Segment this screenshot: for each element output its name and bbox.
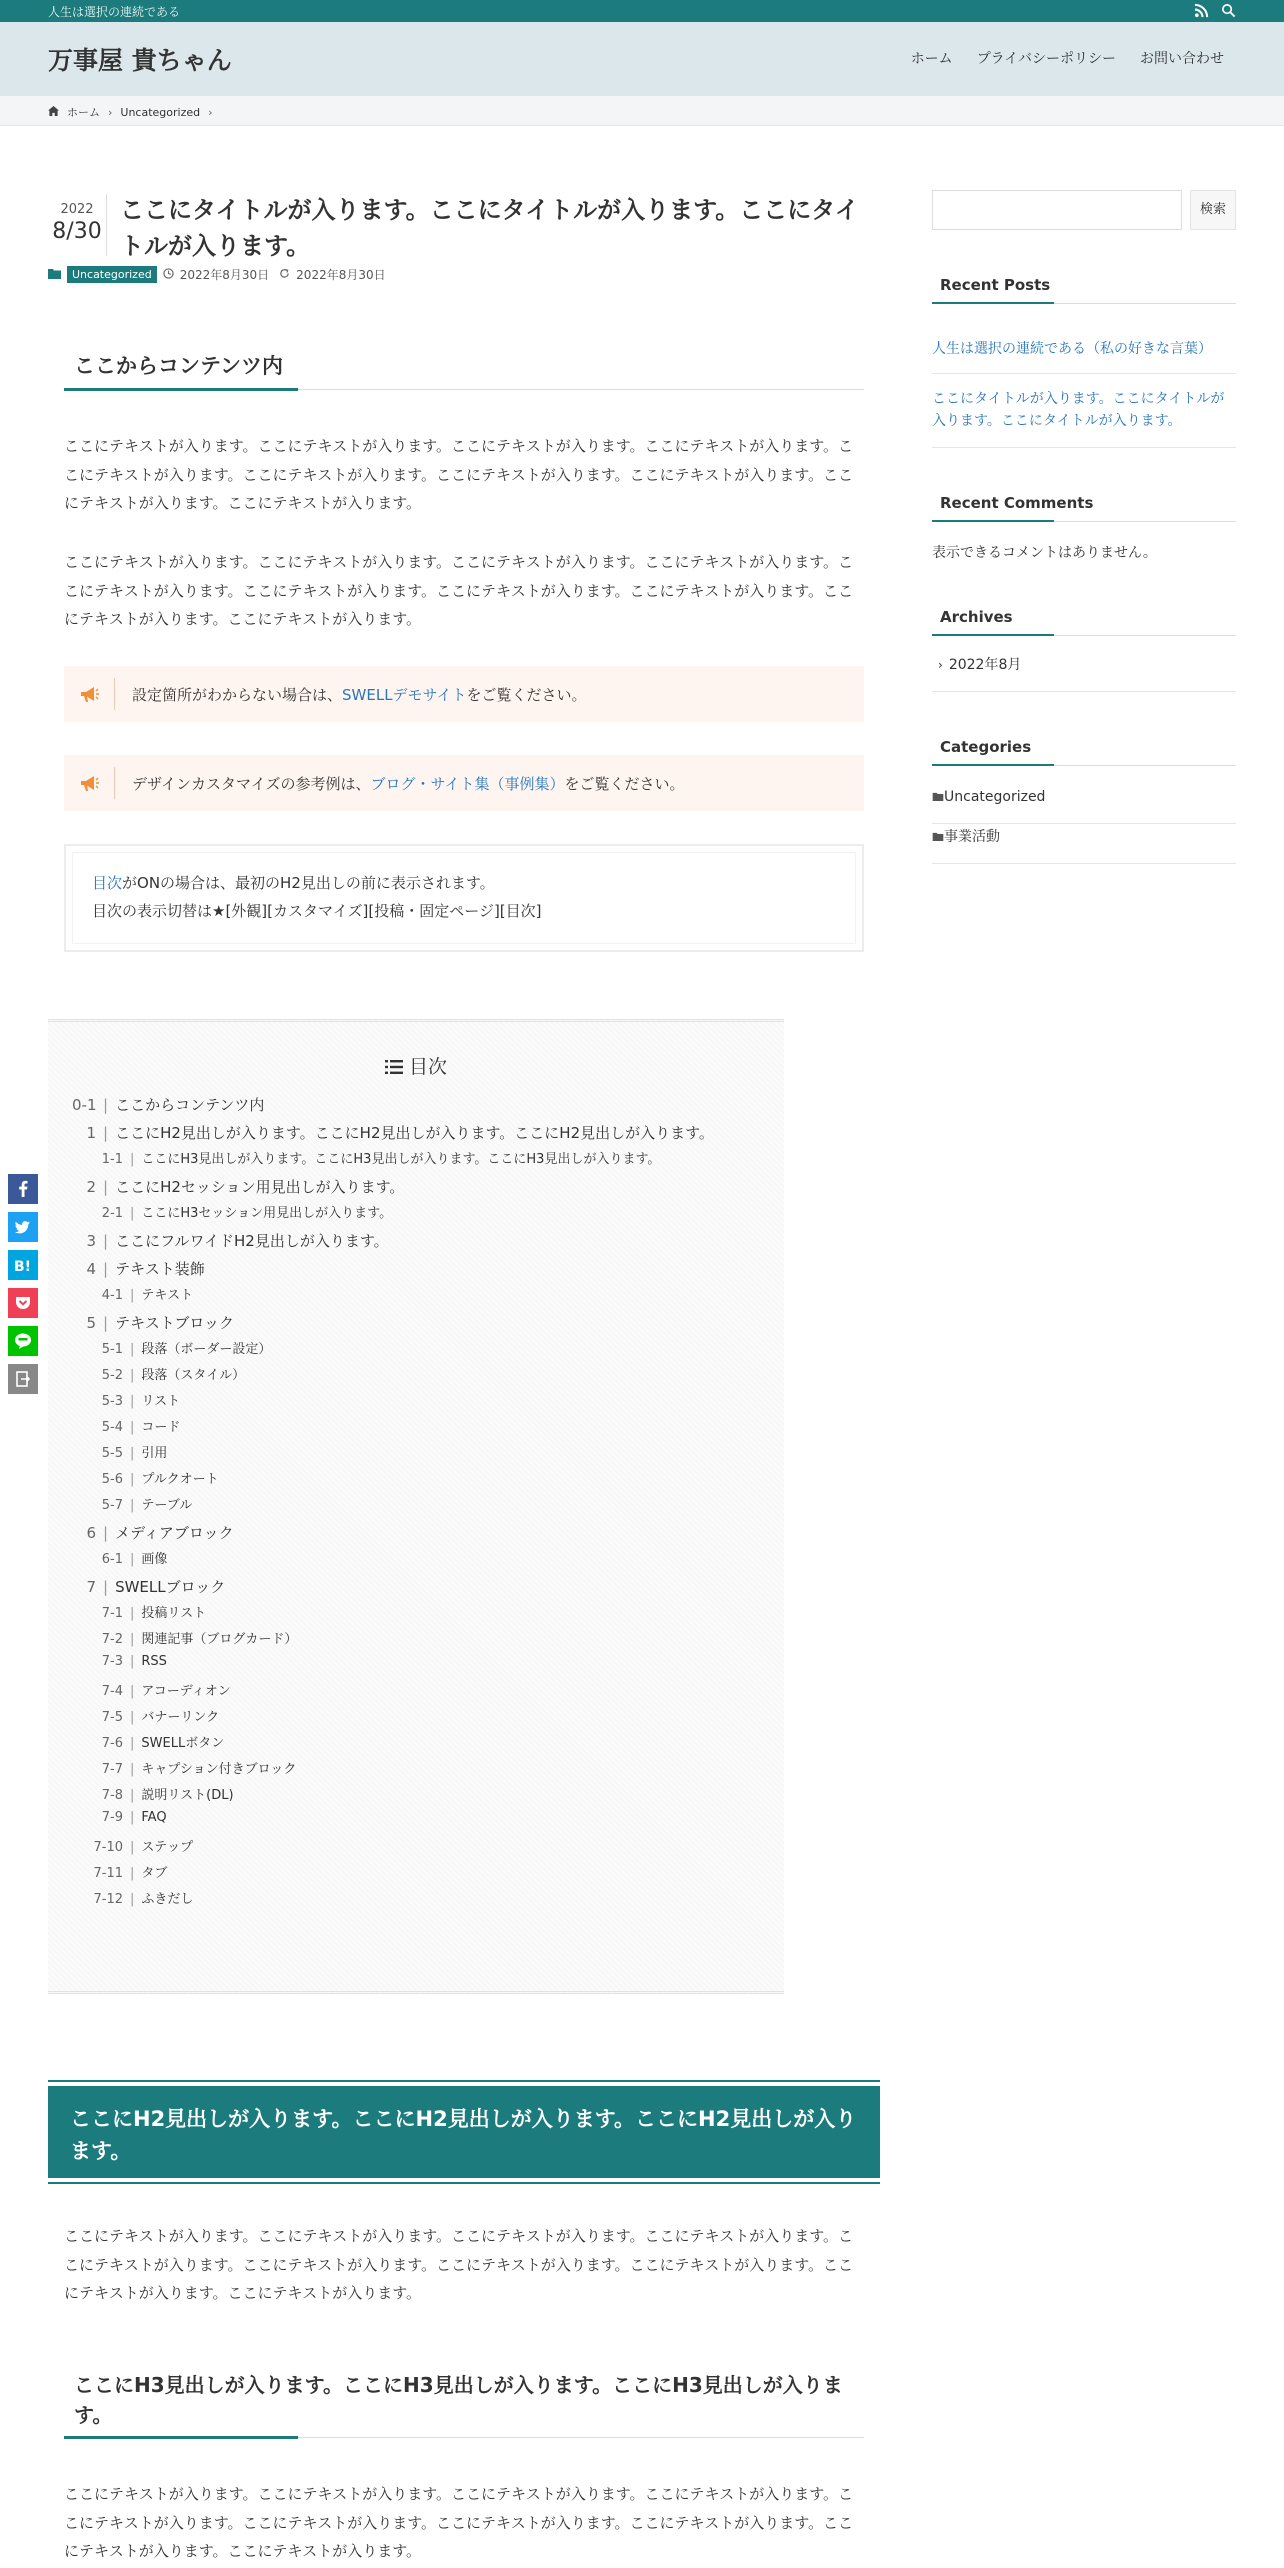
toc-item[interactable]: 4-1 | テキスト — [72, 1284, 762, 1304]
toc-item-number: 5-5 — [101, 1446, 123, 1461]
breadcrumb-category[interactable]: Uncategorized — [120, 105, 201, 119]
post-month-day: 8/30 — [52, 219, 102, 244]
toc-item-number: 5-1 — [101, 1342, 123, 1357]
folder-icon — [48, 268, 61, 282]
toc-item-label: 段落（ボーダー設定） — [141, 1342, 272, 1357]
folder-icon — [932, 789, 944, 805]
toc-item-label: ここにH3見出しが入ります。ここにH3見出しが入ります。ここにH3見出しが入ります。 — [141, 1152, 661, 1167]
megaphone-icon — [78, 683, 100, 705]
toc-item[interactable]: 5-6 | プルクオート — [72, 1468, 762, 1488]
widget-title-archives: Archives — [932, 602, 1236, 636]
toc-item-number: 5-3 — [101, 1394, 123, 1409]
post-date-box — [48, 202, 106, 244]
toc-item[interactable]: 1-1 | ここにH3見出しが入ります。ここにH3見出しが入ります。ここにH3見出しが入ります。 — [72, 1148, 762, 1168]
toc-link[interactable]: 目次 — [92, 874, 123, 892]
toc-item-label: 関連記事（ブログカード） — [141, 1632, 298, 1647]
toc-item-number: 2 — [86, 1178, 96, 1196]
copy-url-button[interactable] — [8, 1364, 38, 1394]
refresh-icon — [279, 268, 290, 282]
toc-item-number: 5-7 — [101, 1498, 123, 1513]
search-input[interactable] — [932, 190, 1182, 230]
toc-item-number: 0-1 — [72, 1096, 97, 1114]
toc-item-number: 7-1 — [101, 1606, 123, 1621]
toc-item[interactable]: 5-2 | 段落（スタイル） — [72, 1364, 762, 1384]
toc-item[interactable]: 2-1 | ここにH3セッション用見出しが入ります。 — [72, 1202, 762, 1222]
toc-item-number: 7-12 — [93, 1892, 123, 1907]
site-header — [0, 22, 1284, 96]
toc-item-number: 7-2 — [101, 1632, 123, 1647]
toc-item[interactable]: 0-1 | ここからコンテンツ内 — [72, 1096, 265, 1114]
toc-item-label: テキスト — [141, 1288, 194, 1303]
toc-item-number: 7-10 — [93, 1840, 123, 1855]
toc-item-label: ここにH3セッション用見出しが入ります。 — [141, 1206, 393, 1221]
toc-item-label: RSS — [141, 1654, 167, 1669]
h2-heading-block — [48, 2080, 880, 2184]
paragraph: ここにテキストが入ります。ここにテキストが入ります。ここにテキストが入ります。ここにテキストが入ります。ここにテキストが入ります。ここにテキストが入ります。ここにテキストが入ります。ここにテキストが入ります。ここにテキストが入ります。ここにテキストが入ります。 — [64, 437, 854, 512]
toc-item[interactable]: 7-8 | 説明リスト(DL) — [72, 1784, 762, 1804]
paragraph: ここにテキストが入ります。ここにテキストが入ります。ここにテキストが入ります。ここにテキストが入ります。ここにテキストが入ります。ここにテキストが入ります。ここにテキストが入ります。ここにテキストが入ります。ここにテキストが入ります。ここにテキストが入ります。 — [64, 2227, 854, 2302]
post-category-badge[interactable]: Uncategorized — [67, 266, 157, 283]
toc-item-label: ここにH2見出しが入ります。ここにH2見出しが入ります。ここにH2見出しが入ります。 — [115, 1124, 714, 1142]
rss-icon[interactable] — [1194, 3, 1209, 18]
chevron-right-icon: › — [208, 105, 213, 119]
toc-item-number: 4-1 — [101, 1288, 123, 1303]
toc-item-number: 4 — [86, 1260, 96, 1278]
breadcrumb-home[interactable]: ホーム — [67, 106, 100, 119]
toc-item[interactable]: 7-6 | SWELLボタン — [72, 1732, 762, 1752]
site-examples-link[interactable]: ブログ・サイト集（事例集） — [370, 775, 565, 793]
recent-post-link[interactable]: 人生は選択の連続である（私の好きな言葉） — [932, 338, 1236, 374]
toc-item-number: 7-11 — [93, 1866, 123, 1881]
site-title[interactable]: 万事屋 貴ちゃん — [48, 46, 232, 75]
toc-item[interactable]: 4 | テキスト装飾 — [72, 1258, 762, 1278]
archive-item[interactable]: › 2022年8月 — [932, 654, 1236, 692]
toc-title: 目次 — [408, 1056, 447, 1078]
toc-item-label: アコーディオン — [141, 1684, 231, 1699]
h2-heading: ここにH2見出しが入ります。ここにH2見出しが入ります。ここにH2見出しが入ります。 — [70, 2107, 857, 2163]
twitter-share-button[interactable] — [8, 1212, 38, 1242]
toc-item-number: 1-1 — [101, 1152, 123, 1167]
post-title: ここにタイトルが入ります。ここにタイトルが入ります。ここにタイトルが入ります。 — [120, 196, 859, 260]
post-meta — [48, 266, 386, 283]
toc-item-number: 7-4 — [101, 1684, 123, 1699]
toc-item-number: 7-8 — [101, 1788, 123, 1803]
line-share-button[interactable] — [8, 1326, 38, 1356]
megaphone-icon — [78, 772, 100, 794]
toc-item[interactable]: 7-1 | 投稿リスト — [72, 1602, 762, 1622]
category-item[interactable]: 事業活動 — [932, 826, 1236, 864]
line-icon — [8, 1326, 38, 1356]
widget-title-recent-posts: Recent Posts — [932, 270, 1236, 304]
recent-post-link[interactable]: ここにタイトルが入ります。ここにタイトルが入ります。ここにタイトルが入ります。 — [932, 388, 1236, 448]
toc-item[interactable]: 2 | ここにH2セッション用見出しが入ります。 — [72, 1176, 762, 1196]
toc-item-number: 7-5 — [101, 1710, 123, 1725]
twitter-icon — [8, 1212, 38, 1242]
heading-underline — [64, 389, 864, 390]
toc-item[interactable]: 7-5 | バナーリンク — [72, 1706, 762, 1726]
toc-item-label: 画像 — [141, 1552, 168, 1567]
toc-item[interactable]: 6 | メディアブロック — [72, 1522, 762, 1542]
h3-heading: ここにH3見出しが入ります。ここにH3見出しが入ります。ここにH3見出しが入ります。 — [74, 2373, 843, 2427]
toc-item-label: ふきだし — [141, 1892, 194, 1907]
list-icon — [385, 1057, 403, 1079]
svg-text:B!: B! — [14, 1259, 32, 1275]
toc-item-label: コード — [141, 1420, 181, 1435]
toc-item-label: 段落（スタイル） — [141, 1368, 246, 1383]
toc-item[interactable]: 1 | ここにH2見出しが入ります。ここにH2見出しが入ります。ここにH2見出しが入ります。 — [72, 1122, 762, 1142]
toc-item-number: 3 — [86, 1232, 96, 1250]
notice-box: デザインカスタマイズの参考例は、ブログ・サイト集（事例集）をご覧ください。 — [64, 755, 864, 811]
top-bar — [0, 0, 1284, 22]
nav-item-contact[interactable]: お問い合わせ — [1140, 51, 1224, 67]
swell-demo-link[interactable]: SWELLデモサイト — [342, 686, 467, 704]
toc-item-number: 5-4 — [101, 1420, 123, 1435]
clock-icon — [163, 268, 174, 282]
global-nav — [899, 48, 1236, 68]
toc-item[interactable]: 7 | SWELLブロック — [72, 1576, 762, 1596]
toc-item[interactable]: 6-1 | 画像 — [72, 1548, 762, 1568]
home-icon — [48, 106, 59, 119]
toc-item[interactable]: 5-1 | 段落（ボーダー設定） — [72, 1338, 762, 1358]
category-item[interactable]: Uncategorized — [932, 786, 1236, 824]
published-date: 2022年8月30日 — [179, 268, 270, 282]
search-icon[interactable] — [1221, 3, 1236, 18]
toc-item-label: ここにフルワイドH2見出しが入ります。 — [115, 1232, 389, 1250]
nav-item-home[interactable]: ホーム — [910, 51, 953, 67]
toc-item-label: リスト — [141, 1394, 181, 1409]
toc-item-label: タブ — [141, 1866, 168, 1881]
heading-underline — [64, 2437, 864, 2438]
toc-item-number: 6-1 — [101, 1552, 123, 1567]
toc-item-number: 6 — [86, 1524, 96, 1542]
hatena-icon — [8, 1250, 38, 1280]
toc-item-label: FAQ — [141, 1810, 167, 1825]
toc-item-label: キャプション付きブロック — [141, 1762, 297, 1777]
post-year: 2022 — [60, 202, 94, 217]
toc-item[interactable]: 5 | テキストブロック — [72, 1312, 762, 1332]
toc-note-box: 目次がONの場合は、最初のH2見出しの前に表示されます。 目次の表示切替は★[外観][カスタマイズ][投稿・固定ページ][目次] — [64, 844, 864, 952]
toc-item[interactable]: 7-2 | 関連記事（ブログカード） — [72, 1628, 762, 1648]
toc-item-label: テキストブロック — [115, 1314, 235, 1332]
toc-item[interactable]: 7-7 | キャプション付きブロック — [72, 1758, 762, 1778]
toc-item-label: ここからコンテンツ内 — [115, 1096, 265, 1114]
widget-title-categories: Categories — [932, 732, 1236, 766]
table-of-contents — [48, 1019, 784, 1994]
toc-item-label: テーブル — [141, 1498, 193, 1513]
toc-item-label: ステップ — [141, 1840, 194, 1855]
toc-item-label: 投稿リスト — [141, 1606, 207, 1621]
toc-item-label: テキスト装飾 — [115, 1260, 205, 1278]
site-tagline: 人生は選択の連続である — [48, 5, 181, 19]
toc-item-label: メディアブロック — [115, 1524, 234, 1542]
toc-item[interactable]: 7-4 | アコーディオン — [72, 1680, 762, 1700]
toc-item[interactable]: 7-12 | ふきだし — [72, 1888, 762, 1908]
toc-item-number: 7-7 — [101, 1762, 123, 1777]
toc-item-number: 7-9 — [101, 1810, 123, 1825]
pocket-icon — [8, 1288, 38, 1318]
toc-item-number: 7-6 — [101, 1736, 123, 1751]
toc-item[interactable]: 7-3 | RSS — [72, 1654, 762, 1674]
toc-item[interactable]: 7-9 | FAQ — [72, 1810, 762, 1830]
toc-list — [72, 1094, 762, 1908]
search-button[interactable]: 検索 — [1190, 190, 1236, 230]
toc-item-number: 2-1 — [101, 1206, 123, 1221]
toc-item-label: 説明リスト(DL) — [141, 1788, 234, 1803]
toc-item[interactable]: 5-7 | テーブル — [72, 1494, 762, 1514]
toc-item-label: ここにH2セッション用見出しが入ります。 — [115, 1178, 405, 1196]
toc-item[interactable]: 5-5 | 引用 — [72, 1442, 762, 1462]
chevron-right-icon: › — [108, 105, 113, 119]
toc-item-label: バナーリンク — [141, 1710, 220, 1725]
facebook-share-button[interactable] — [8, 1174, 38, 1204]
toc-item[interactable]: 5-3 | リスト — [72, 1390, 762, 1410]
toc-item-number: 7-3 — [101, 1654, 123, 1669]
toc-item-label: SWELLブロック — [115, 1578, 226, 1596]
facebook-icon — [8, 1174, 38, 1204]
paragraph: ここにテキストが入ります。ここにテキストが入ります。ここにテキストが入ります。ここにテキストが入ります。ここにテキストが入ります。ここにテキストが入ります。ここにテキストが入ります。ここにテキストが入ります。ここにテキストが入ります。ここにテキストが入ります。 — [64, 2485, 854, 2560]
folder-icon — [932, 829, 944, 845]
copy-icon — [8, 1364, 38, 1394]
toc-item-number: 7 — [86, 1578, 96, 1596]
toc-item-label: プルクオート — [141, 1472, 219, 1487]
no-comments-text: 表示できるコメントはありません。 — [932, 545, 1157, 561]
toc-item-label: 引用 — [141, 1446, 168, 1461]
toc-item-number: 5-2 — [101, 1368, 123, 1383]
toc-item[interactable]: 7-11 | タブ — [72, 1862, 762, 1882]
toc-item-number: 1 — [86, 1124, 96, 1142]
modified-date: 2022年8月30日 — [296, 268, 386, 282]
paragraph: ここにテキストが入ります。ここにテキストが入ります。ここにテキストが入ります。ここにテキストが入ります。ここにテキストが入ります。ここにテキストが入ります。ここにテキストが入ります。ここにテキストが入ります。ここにテキストが入ります。ここにテキストが入ります。 — [64, 553, 854, 628]
pocket-share-button[interactable] — [8, 1288, 38, 1318]
hatena-share-button[interactable] — [8, 1250, 38, 1280]
toc-item-label: SWELLボタン — [141, 1736, 225, 1751]
breadcrumb — [0, 96, 1284, 126]
date-divider — [106, 194, 107, 256]
toc-item[interactable]: 5-4 | コード — [72, 1416, 762, 1436]
nav-item-privacy-policy[interactable]: プライバシーポリシー — [976, 51, 1116, 67]
toc-item[interactable]: 3 | ここにフルワイドH2見出しが入ります。 — [72, 1230, 762, 1250]
widget-title-recent-comments: Recent Comments — [932, 488, 1236, 522]
content-heading: ここからコンテンツ内 — [74, 354, 283, 378]
toc-item-number: 5-6 — [101, 1472, 123, 1487]
chevron-right-icon: › — [938, 658, 943, 672]
toc-item-number: 5 — [86, 1314, 96, 1332]
toc-item[interactable]: 7-10 | ステップ — [72, 1836, 762, 1856]
notice-box: 設定箇所がわからない場合は、SWELLデモサイトをご覧ください。 — [64, 666, 864, 722]
